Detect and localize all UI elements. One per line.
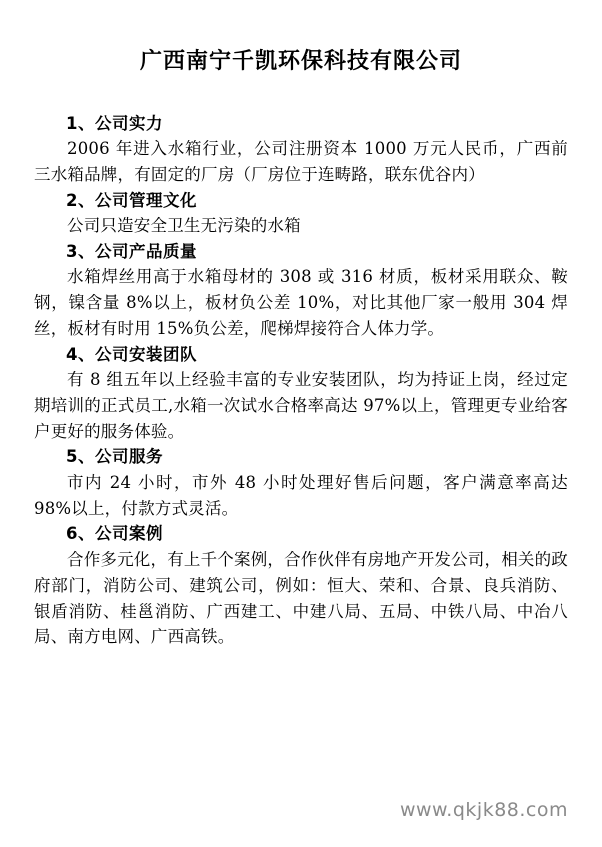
section-body: 市内 24 小时，市外 48 小时处理好售后问题，客户满意率高达 98%以上，付款方式灵活。 — [34, 473, 568, 518]
section-heading: 1、公司实力 — [66, 113, 163, 133]
page-title: 广西南宁千凯环保科技有限公司 — [139, 49, 462, 74]
section-body: 水箱焊丝用高于水箱母材的 308 或 316 材质，板材采用联众、鞍钢，镍含量 8%以上，板材负公差 10%，对比其他厂家一般用 304 焊丝，板材有时用 15%负公差，爬梯焊接符合人体力学。 — [34, 267, 568, 338]
section-installation-team — [34, 342, 568, 445]
section-heading: 5、公司服务 — [66, 447, 163, 467]
watermark-url: www.qkjk88.com — [399, 799, 568, 821]
section-heading: 2、公司管理文化 — [66, 190, 197, 210]
section-body: 公司只造安全卫生无污染的水箱 — [67, 216, 301, 236]
section-heading: 6、公司案例 — [66, 524, 163, 544]
section-company-strength — [34, 111, 568, 188]
section-heading: 3、公司产品质量 — [66, 241, 197, 261]
section-product-quality — [34, 239, 568, 342]
section-management-culture — [34, 188, 568, 239]
section-body: 合作多元化，有上千个案例，合作伙伴有房地产开发公司，相关的政府部门，消防公司、建筑公司，例如：恒大、荣和、合景、良兵消防、银盾消防、桂邕消防、广西建工、中建八局、五局、中铁八局、中冶八局、南方电网、广西高铁。 — [34, 550, 568, 647]
section-body: 2006 年进入水箱行业，公司注册资本 1000 万元人民币，广西前三水箱品牌，有固定的厂房（厂房位于连畴路，联东优谷内） — [34, 139, 568, 184]
section-body: 有 8 组五年以上经验丰富的专业安装团队，均为持证上岗，经过定期培训的正式员工,水箱一次试水合格率高达 97%以上，管理更专业给客户更好的服务体验。 — [34, 370, 568, 441]
section-company-service — [34, 444, 568, 521]
section-heading: 4、公司安装团队 — [66, 344, 197, 364]
section-company-cases — [34, 521, 568, 650]
